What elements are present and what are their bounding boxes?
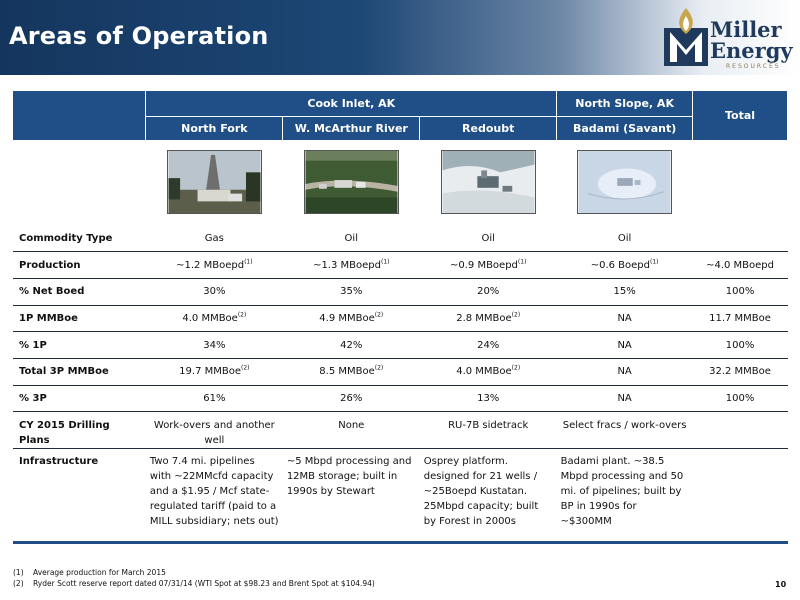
table-row-3p-percent <box>13 385 788 412</box>
footnotes <box>13 567 375 589</box>
header-blank-cell <box>13 91 146 140</box>
table-cell: Oil <box>283 225 420 252</box>
table-cell: NA <box>557 305 693 332</box>
table-cell: 42% <box>283 332 420 359</box>
table-cell: 61% <box>146 385 283 412</box>
table-cell: 4.0 MMBoe$^{(2)}$ <box>420 358 557 385</box>
field-header-north-fork: North Fork <box>146 116 283 140</box>
table-cell: 20% <box>420 278 557 305</box>
row-label: 1P MMBoe <box>13 305 146 332</box>
total-cell: 100% <box>693 332 788 359</box>
total-cell <box>693 412 788 449</box>
logo-text-energy: Energy <box>710 38 793 63</box>
table-cell: 35% <box>283 278 420 305</box>
table-row-1p-percent <box>13 332 788 359</box>
table-cell: Oil <box>557 225 693 252</box>
table-row-drilling-plans <box>13 412 788 449</box>
table-cell: 15% <box>557 278 693 305</box>
table-cell: 24% <box>420 332 557 359</box>
operations-table <box>13 91 788 544</box>
field-header-redoubt: Redoubt <box>420 116 557 140</box>
row-label: % 1P <box>13 332 146 359</box>
footnote-1: (1) Average production for March 2015 <box>13 568 166 577</box>
field-header-mcarthur: W. McArthur River <box>283 116 420 140</box>
table-row-infrastructure <box>13 449 788 543</box>
total-cell <box>693 449 788 543</box>
row-label: Production <box>13 252 146 279</box>
table-cell: Two 7.4 mi. pipelines with ~22MMcfd capacity and a $1.95 / Mcf state-regulated tariff (paid to a MILL subsidiary; nets out) <box>146 449 283 543</box>
table-cell: Osprey platform. designed for 21 wells / ~25Boepd Kustatan. 25Mbpd capacity; built by Forest in 2000s <box>420 449 557 543</box>
total-cell <box>693 225 788 252</box>
row-label: CY 2015 Drilling Plans <box>13 412 146 449</box>
table-cell: Work-overs and another well <box>146 412 283 449</box>
table-cell: Oil <box>420 225 557 252</box>
table-cell: 2.8 MMBoe$^{(2)}$ <box>420 305 557 332</box>
gas-rig-photo <box>167 150 262 214</box>
table-cell: 4.0 MMBoe$^{(2)}$ <box>146 305 283 332</box>
region-header-cook-inlet: Cook Inlet, AK <box>146 91 557 116</box>
table-cell: Select fracs / work-overs <box>557 412 693 449</box>
arctic-snow-facility-photo <box>577 150 672 214</box>
field-header-badami: Badami (Savant) <box>557 116 693 140</box>
row-label: Infrastructure <box>13 449 146 543</box>
footnote-2: (2) Ryder Scott reserve report dated 07/31/14 (WTI Spot at $98.23 and Brent Spot at $104.94) <box>13 579 375 588</box>
table-cell: NA <box>557 385 693 412</box>
table-cell: None <box>283 412 420 449</box>
logo-tagline: RESOURCES <box>726 63 781 70</box>
offshore-platform-photo <box>441 150 536 214</box>
total-cell: 100% <box>693 278 788 305</box>
table-cell: NA <box>557 358 693 385</box>
table-cell: ~0.6 Boepd$^{(1)}$ <box>557 252 693 279</box>
row-label: % 3P <box>13 385 146 412</box>
table-cell: RU-7B sidetrack <box>420 412 557 449</box>
total-cell: 100% <box>693 385 788 412</box>
total-cell: 11.7 MMBoe <box>693 305 788 332</box>
table-cell: 4.9 MMBoe$^{(2)}$ <box>283 305 420 332</box>
table-cell: NA <box>557 332 693 359</box>
table-cell: ~0.9 MBoepd$^{(1)}$ <box>420 252 557 279</box>
table-row-commodity <box>13 225 788 252</box>
table-cell: 26% <box>283 385 420 412</box>
table-row-1p-mmboe <box>13 305 788 332</box>
region-header-north-slope: North Slope, AK <box>557 91 693 116</box>
total-header: Total <box>693 91 788 140</box>
table-cell: ~5 Mbpd processing and 12MB storage; built in 1990s by Stewart <box>283 449 420 543</box>
table-cell: Badami plant. ~38.5 Mbpd processing and 50 mi. of pipelines; built by BP in 1990s for ~$300MM <box>557 449 693 543</box>
total-cell: 32.2 MMBoe <box>693 358 788 385</box>
table-row-total-3p <box>13 358 788 385</box>
logo-text-miller: Miller <box>710 17 782 42</box>
oil-facility-forest-photo <box>304 150 399 214</box>
row-label: Commodity Type <box>13 225 146 252</box>
table-cell: 34% <box>146 332 283 359</box>
table-cell: 8.5 MMBoe$^{(2)}$ <box>283 358 420 385</box>
table-cell: ~1.2 MBoepd$^{(1)}$ <box>146 252 283 279</box>
photo-row <box>13 140 788 225</box>
table-cell: Gas <box>146 225 283 252</box>
page-title: Areas of Operation <box>9 22 269 50</box>
table-cell: 13% <box>420 385 557 412</box>
table-cell: ~1.3 MBoepd$^{(1)}$ <box>283 252 420 279</box>
table-row-net-boed <box>13 278 788 305</box>
table-cell: 19.7 MMBoe$^{(2)}$ <box>146 358 283 385</box>
row-label: % Net Boed <box>13 278 146 305</box>
total-cell: ~4.0 MBoepd <box>693 252 788 279</box>
page-number: 10 <box>775 580 787 589</box>
table-cell: 30% <box>146 278 283 305</box>
row-label: Total 3P MMBoe <box>13 358 146 385</box>
table-row-production <box>13 252 788 279</box>
